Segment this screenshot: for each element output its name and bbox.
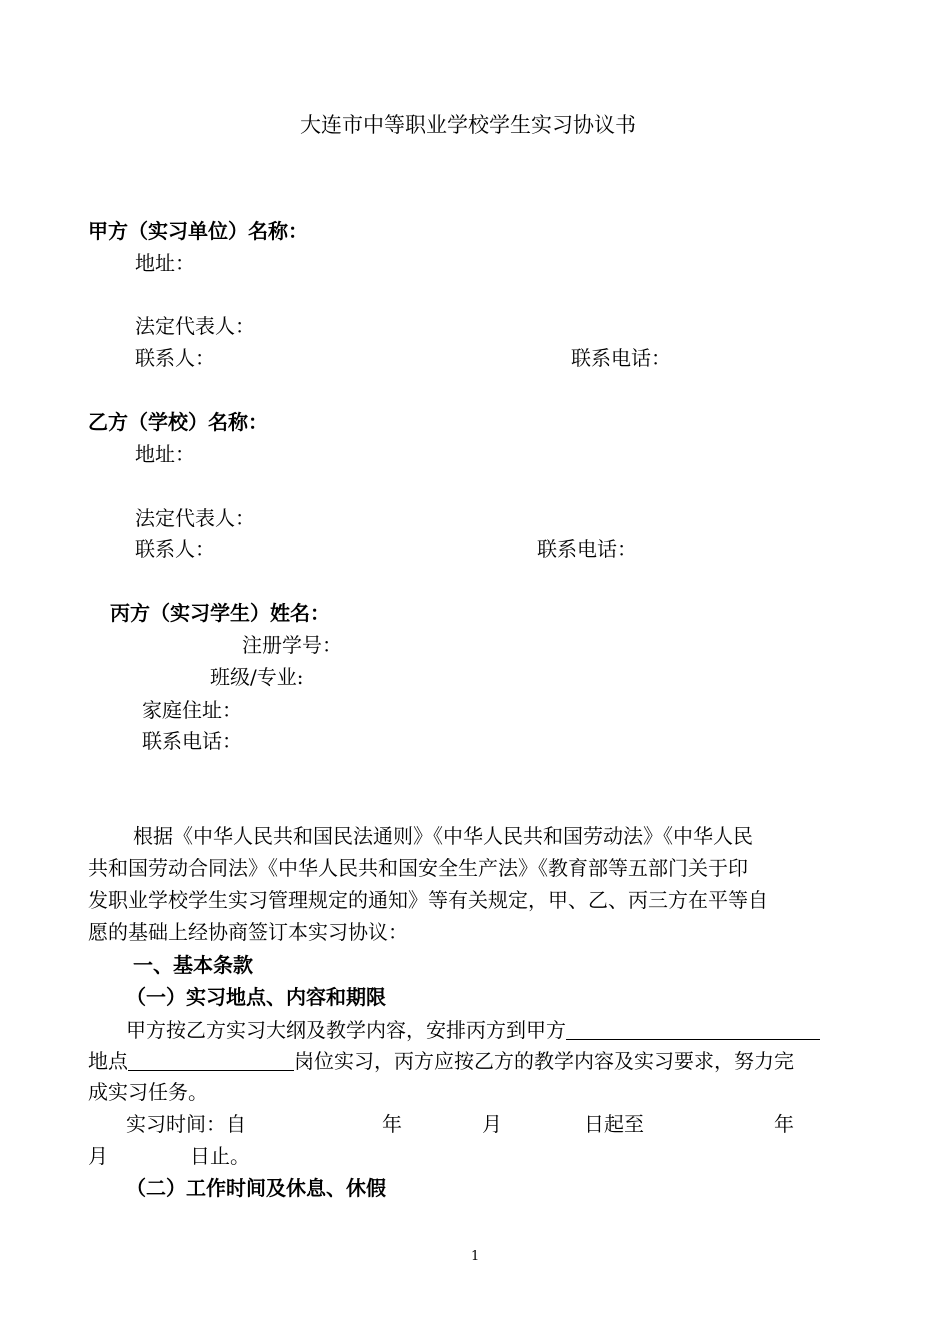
party-b-heading: 乙方（学校）名称：: [88, 410, 268, 434]
period-month-end: 月: [88, 1144, 108, 1168]
party-a-legal-rep-label: 法定代表人：: [135, 314, 255, 338]
period-label: 实习时间：自: [126, 1112, 246, 1136]
party-a-contact-label: 联系人：: [135, 346, 215, 370]
blank-location[interactable]: [128, 1050, 294, 1071]
intro-line: 发职业学校学生实习管理规定的通知》等有关规定，甲、乙、丙三方在平等自: [88, 888, 768, 912]
period-month: 月: [482, 1112, 502, 1136]
subsection-heading: （一）实习地点、内容和期限: [126, 985, 386, 1009]
party-b-address-label: 地址：: [135, 442, 195, 466]
placement-line: [126, 1019, 820, 1040]
party-c-home-address-label: 家庭住址：: [142, 698, 242, 722]
party-a-address-label: 地址：: [135, 251, 195, 275]
period-day-end: 日止。: [190, 1144, 250, 1168]
page-number: 1: [471, 1249, 480, 1264]
section-heading: 一、基本条款: [133, 953, 253, 977]
period-year: 年: [382, 1112, 402, 1136]
party-b-legal-rep-label: 法定代表人：: [135, 506, 255, 530]
party-a-heading: 甲方（实习单位）名称：: [88, 219, 308, 243]
party-c-student-id-label: 注册学号：: [242, 633, 342, 657]
party-c-class-major-label: 班级/专业:: [210, 665, 304, 689]
intro-line: 愿的基础上经协商签订本实习协议：: [88, 920, 408, 944]
intro-line: 根据《中华人民共和国民法通则》《中华人民共和国劳动法》《中华人民: [133, 824, 753, 848]
intro-line: 共和国劳动合同法》《中华人民共和国安全生产法》《教育部等五部门关于印: [88, 856, 748, 880]
document-title: 大连市中等职业学校学生实习协议书: [300, 113, 636, 137]
subsection-heading: （二）工作时间及休息、休假: [126, 1176, 386, 1200]
placement-text: 岗位实习，丙方应按乙方的教学内容及实习要求，努力完: [294, 1049, 794, 1073]
party-a-phone-label: 联系电话：: [571, 346, 671, 370]
party-c-phone-label: 联系电话：: [142, 729, 242, 753]
party-b-contact-label: 联系人：: [135, 537, 215, 561]
party-c-heading: 丙方（实习学生）姓名：: [110, 601, 330, 625]
placement-text: 甲方按乙方实习大纲及教学内容，安排丙方到甲方: [126, 1018, 566, 1042]
party-b-phone-label: 联系电话：: [537, 537, 637, 561]
placement-line: [88, 1050, 794, 1071]
period-year-end: 年: [774, 1112, 794, 1136]
placement-text: 地点: [88, 1049, 128, 1073]
blank-work-unit[interactable]: [566, 1019, 820, 1040]
placement-line: 成实习任务。: [88, 1080, 208, 1104]
period-day-from: 日起至: [584, 1112, 644, 1136]
